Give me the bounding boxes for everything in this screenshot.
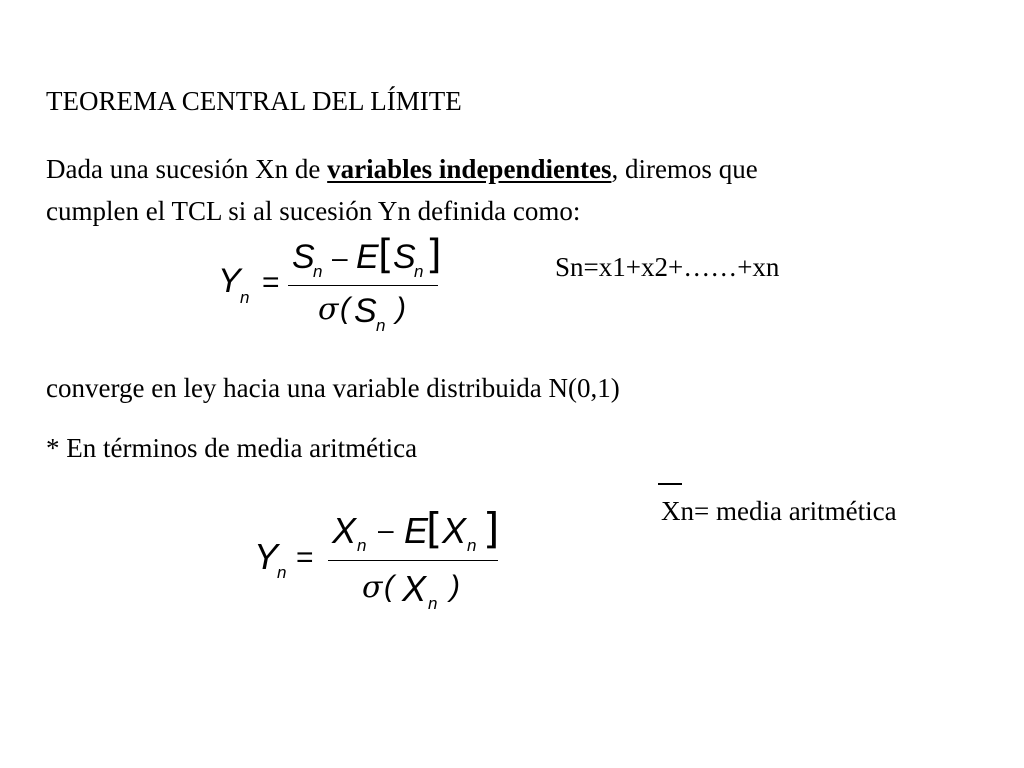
- formula1-close-bracket: ]: [426, 232, 442, 278]
- formula2-sigma: σ: [362, 570, 383, 605]
- formula2-fraction-bar: [328, 560, 498, 561]
- formula2-open-paren: (: [384, 570, 394, 603]
- formula1-num-var: S: [292, 238, 315, 276]
- formula1-den-var: S: [354, 292, 377, 330]
- formula2-den-var: X: [402, 568, 427, 609]
- sn-definition: Sn=x1+x2+……+xn: [555, 252, 780, 282]
- formula1-lhs-sub: n: [240, 288, 250, 307]
- formula2-num-var: X: [332, 510, 357, 551]
- paragraph-text-start: Dada una sucesión Xn de: [46, 154, 328, 184]
- converge-text: converge en ley hacia una variable distribuida N(0,1): [46, 373, 620, 403]
- xn-definition: Xn= media aritmética: [661, 496, 897, 526]
- formula2-equals: =: [296, 541, 314, 574]
- formula2-close-paren: ): [450, 570, 460, 603]
- formula1-expectation: E: [356, 238, 379, 276]
- formula1-num-sub: n: [313, 262, 323, 281]
- formula1-open-paren: (: [340, 292, 350, 325]
- arithmetic-mean-heading: * En términos de media aritmética: [46, 433, 418, 463]
- formula1-minus: –: [332, 242, 348, 273]
- formula2-inner-var: X: [442, 510, 467, 551]
- formula1-lhs: Y: [218, 262, 241, 300]
- formula2-inner-sub: n: [467, 536, 477, 555]
- formula2-expectation: E: [404, 510, 429, 551]
- formula1-close-paren: ): [396, 292, 406, 325]
- page-title: TEOREMA CENTRAL DEL LÍMITE: [46, 86, 462, 116]
- formula1-inner-sub: n: [414, 262, 424, 281]
- formula1-open-bracket: [: [378, 232, 394, 278]
- paragraph-line-2: cumplen el TCL si al sucesión Yn definida como:: [46, 196, 581, 226]
- formula2-lhs: Y: [254, 536, 279, 577]
- formula2-open-bracket: [: [426, 504, 443, 553]
- formula2-den-sub: n: [428, 594, 438, 613]
- formula2-lhs-sub: n: [277, 563, 287, 582]
- formula1-sigma: σ: [318, 292, 339, 327]
- formula2-num-sub: n: [357, 536, 367, 555]
- formula2-minus: –: [378, 514, 394, 545]
- emphasized-term: variables independientes: [327, 154, 612, 184]
- formula1-den-sub: n: [376, 316, 386, 335]
- formula1-inner-var: S: [393, 238, 416, 276]
- formula2-close-bracket: ]: [483, 504, 500, 553]
- formula1-equals: =: [262, 266, 280, 299]
- paragraph-text-end: , diremos que: [611, 154, 758, 184]
